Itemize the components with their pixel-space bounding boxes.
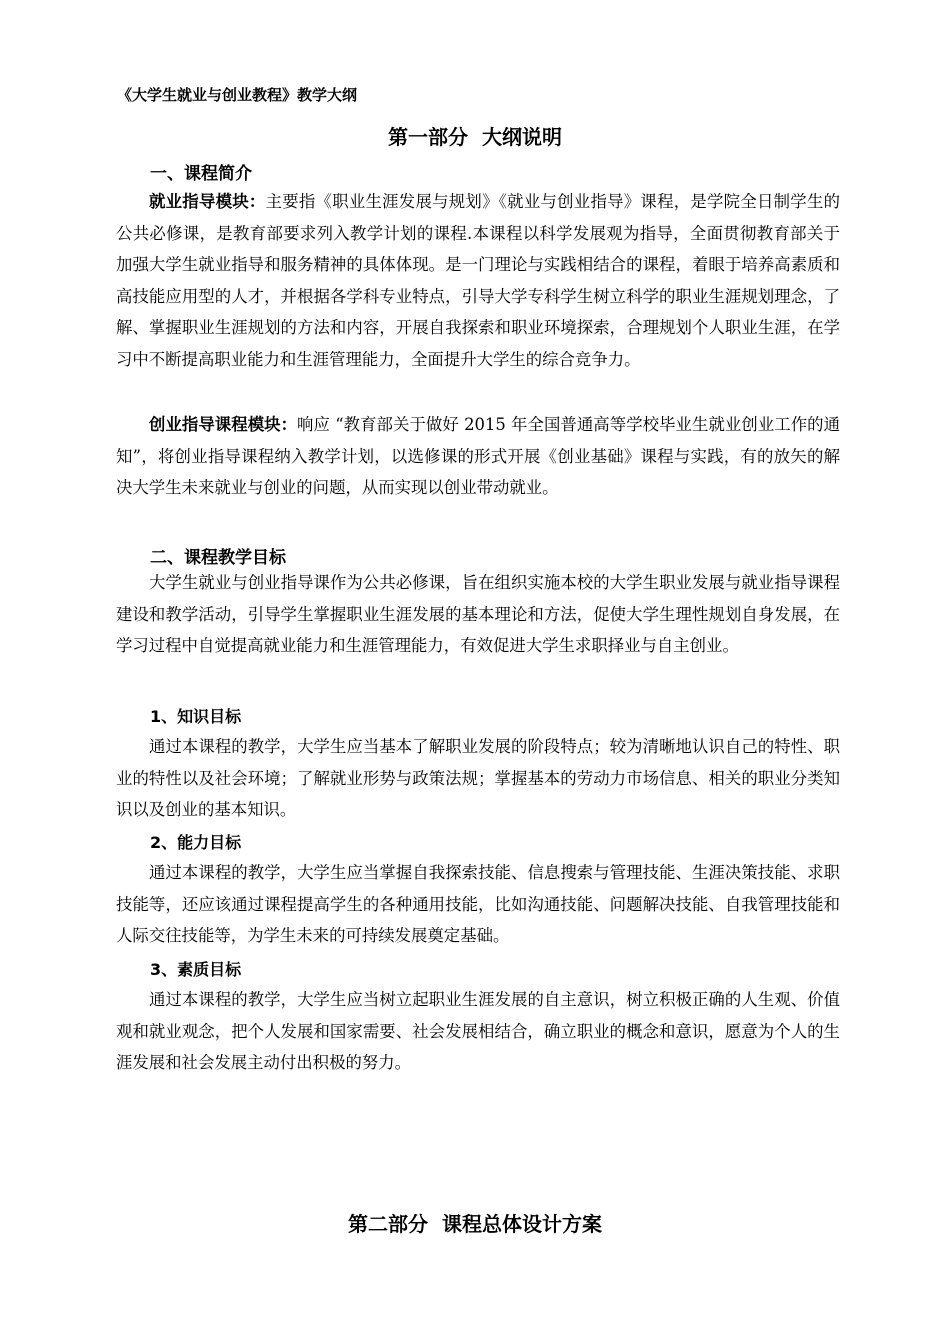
- entrepreneurship-module-text: 响应 “教育部关于做好 2015 年全国普通高等学校毕业生就业创业工作的通知”，将创业指导课程纳入教学计划，以选修课的形式开展《创业基础》课程与实践，有的放矢的解决大学生未来就业与创业的问题，从而实现以创业带动就业。: [116, 415, 840, 497]
- section2-heading: 二、课程教学目标: [150, 548, 286, 568]
- employment-module-text: 主要指《职业生涯发展与规划》《就业与创业指导》课程，是学院全日制学生的公共必修课，是教育部要求列入教学计划的课程.本课程以科学发展观为指导，全面贯彻教育部关于加强大学生就业指导和服务精神的具体体现。是一门理论与实践相结合的课程，着眼于培养高素质和高技能应用型的人才，并根据各学科专业特点，引导大学专科学生树立科学的职业生涯规划理念，了解、掌握职业生涯规划的方法和内容，开展自我探索和职业环境探索，合理规划个人职业生涯，在学习中不断提高职业能力和生涯管理能力，全面提升大学生的综合竞争力。: [116, 192, 840, 369]
- part1-heading: 第一部分 大纲说明: [388, 125, 562, 149]
- ability-goal-heading: 2、能力目标: [150, 833, 242, 852]
- employment-module-label: 就业指导模块：: [149, 192, 266, 211]
- course-intro-entrepreneurship-paragraph: [116, 409, 840, 504]
- part2-heading: 第二部分 课程总体设计方案: [348, 1212, 602, 1236]
- ability-goal-paragraph: 通过本课程的教学，大学生应当掌握自我探索技能、信息搜索与管理技能、生涯决策技能、求职技能等，还应该通过课程提高学生的各种通用技能，比如沟通技能、问题解决技能、自我管理技能和人际交往技能等，为学生未来的可持续发展奠定基础。: [116, 863, 840, 945]
- section1-heading: 一、课程简介: [150, 164, 252, 184]
- entrepreneurship-module-label: 创业指导课程模块：: [149, 415, 298, 434]
- document-title: 《大学生就业与创业教程》教学大纲: [117, 86, 358, 104]
- teaching-goals-intro-paragraph: 大学生就业与创业指导课作为公共必修课，旨在组织实施本校的大学生职业发展与就业指导课程建设和教学活动，引导学生掌握职业生涯发展的基本理论和方法，促使大学生理性规划自身发展，在学习过程中自觉提高就业能力和生涯管理能力，有效促进大学生求职择业与自主创业。: [116, 573, 840, 655]
- quality-goal-heading: 3、素质目标: [150, 960, 242, 979]
- knowledge-goal-heading: 1、知识目标: [150, 707, 242, 726]
- course-intro-employment-paragraph: [116, 186, 840, 375]
- quality-goal-paragraph: 通过本课程的教学，大学生应当树立起职业生涯发展的自主意识，树立积极正确的人生观、价值观和就业观念，把个人发展和国家需要、社会发展相结合，确立职业的概念和意识，愿意为个人的生涯发展和社会发展主动付出积极的努力。: [116, 990, 840, 1072]
- knowledge-goal-paragraph: 通过本课程的教学，大学生应当基本了解职业发展的阶段特点；较为清晰地认识自己的特性、职业的特性以及社会环境；了解就业形势与政策法规；掌握基本的劳动力市场信息、相关的职业分类知识以及创业的基本知识。: [116, 737, 840, 819]
